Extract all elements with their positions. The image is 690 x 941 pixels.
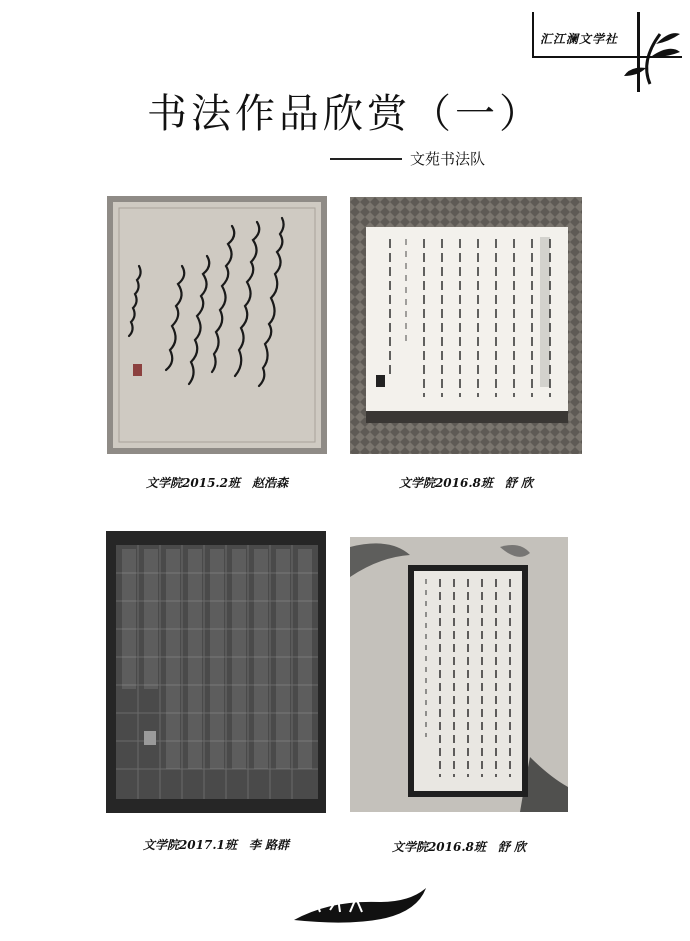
footer-brush-stamp [290,880,430,930]
bamboo-logo-icon [620,26,682,88]
calligraphy-framed-graphic-2 [350,197,582,454]
masthead-left-rule [532,12,534,58]
calligraphy-scroll-graphic-1 [107,196,327,454]
calligraphy-image-1 [107,196,327,454]
work-caption-1: 文学院2015.2班 赵浩森 [146,476,288,490]
masthead-title: 汇江澜文学社 [540,32,619,46]
work-caption-4: 文学院2016.8班 舒 欣 [391,840,527,854]
calligraphy-mounted-graphic-4 [350,537,568,812]
subtitle-rule [330,158,402,160]
work-caption-3: 文学院2017.1班 李 路群 [142,838,290,852]
calligraphy-image-2 [350,197,582,454]
masthead [532,12,682,92]
calligraphy-image-3 [106,531,326,813]
calligraphy-image-4 [350,537,568,812]
subtitle-text: 文苑书法队 [410,150,486,168]
page-title: 书法作品欣赏（一） [147,91,543,137]
page-subtitle [330,148,485,169]
calligraphy-grid-graphic-3 [106,531,326,813]
brush-stroke-icon [290,880,430,930]
work-caption-2: 文学院2016.8班 舒 欣 [398,476,534,490]
